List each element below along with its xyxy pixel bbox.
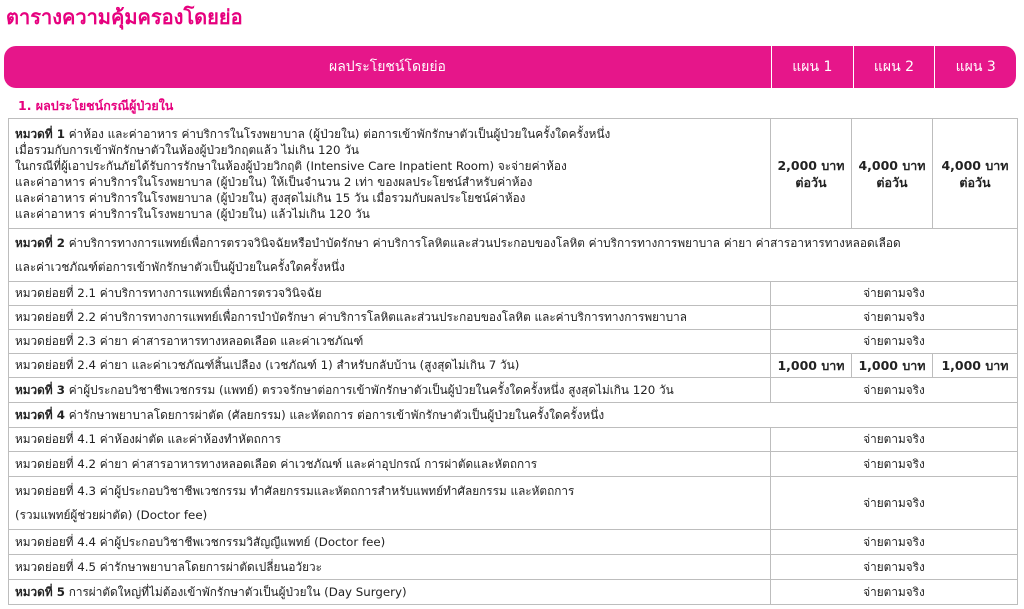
category-5-label: หมวดที่ 5 xyxy=(15,584,65,599)
sub-2-4-plan-2: 1,000 บาท xyxy=(852,354,933,378)
sub-4-2-benefit: จ่ายตามจริง xyxy=(771,452,1018,477)
header-plan-2: แผน 2 xyxy=(853,46,935,88)
category-1-label: หมวดที่ 1 xyxy=(15,126,65,141)
sub-2-1-benefit: จ่ายตามจริง xyxy=(771,282,1018,306)
table-row-sub-2-2 xyxy=(9,306,1018,330)
section-heading-inpatient: 1. ผลประโยชน์กรณีผู้ป่วยใน xyxy=(18,98,174,113)
table-row-sub-4-5 xyxy=(9,555,1018,580)
table-row-sub-2-3 xyxy=(9,330,1018,354)
sub-4-5-text: หมวดย่อยที่ 4.5 ค่ารักษาพยาบาลโดยการผ่าตัดเปลี่ยนอวัยวะ xyxy=(9,555,771,580)
sub-2-2-text: หมวดย่อยที่ 2.2 ค่าบริการทางการแพทย์เพื่อการบำบัดรักษา ค่าบริการโลหิตและส่วนประกอบของโลหิต และค่าบริการทางการพยาบาล xyxy=(9,306,771,330)
category-4-label: หมวดที่ 4 xyxy=(15,407,65,422)
category-4-text: ค่ารักษาพยาบาลโดยการผ่าตัด (ศัลยกรรม) และหัตถการ ต่อการเข้าพักรักษาตัวเป็นผู้ป่วยในครั้งใดครั้งหนึ่ง xyxy=(68,407,605,422)
table-row-category-3 xyxy=(9,378,1018,403)
category-1-plan-2: 4,000 บาท ต่อวัน xyxy=(852,119,933,229)
category-5-text: การผ่าตัดใหญ่ที่ไม่ต้องเข้าพักรักษาตัวเป็นผู้ป่วยใน (Day Surgery) xyxy=(68,584,407,599)
page-title: ตารางความคุ้มครองโดยย่อ xyxy=(6,5,243,29)
category-2-line-1: ค่าบริการทางการแพทย์เพื่อการตรวจวินิจฉัยหรือบำบัดรักษา ค่าบริการโลหิตและส่วนประกอบของโลหิต ค่าบริการทางการพยาบาล ค่ายา ค่าสารอาหารทางหลอดเลือด xyxy=(68,236,901,250)
sub-4-4-text: หมวดย่อยที่ 4.4 ค่าผู้ประกอบวิชาชีพเวชกรรมวิสัญญีแพทย์ (Doctor fee) xyxy=(9,530,771,555)
category-3-text: ค่าผู้ประกอบวิชาชีพเวชกรรม (แพทย์) ตรวจรักษาต่อการเข้าพักรักษาตัวเป็นผู้ป่วยในครั้งใดครั้งหนึ่ง สูงสุดไม่เกิน 120 วัน xyxy=(68,382,674,397)
sub-4-3-line-1: หมวดย่อยที่ 4.3 ค่าผู้ประกอบวิชาชีพเวชกรรม ทำศัลยกรรมและหัตถการสำหรับแพทย์ทำศัลยกรรม และหัตถการ xyxy=(15,484,575,498)
sub-4-5-benefit: จ่ายตามจริง xyxy=(771,555,1018,580)
table-row-category-1 xyxy=(9,119,1018,229)
category-1-line-2: เมื่อรวมกับการเข้าพักรักษาตัวในห้องผู้ป่วยวิกฤตแล้ว ไม่เกิน 120 วัน xyxy=(15,142,359,157)
sub-2-3-benefit: จ่ายตามจริง xyxy=(771,330,1018,354)
sub-2-4-plan-3: 1,000 บาท xyxy=(933,354,1018,378)
table-row-category-5 xyxy=(9,580,1018,605)
category-1-plan-3: 4,000 บาท ต่อวัน xyxy=(933,119,1018,229)
header-plan-1: แผน 1 xyxy=(771,46,853,88)
sub-4-1-benefit: จ่ายตามจริง xyxy=(771,428,1018,452)
sub-4-3-benefit: จ่ายตามจริง xyxy=(771,477,1018,530)
category-3-label: หมวดที่ 3 xyxy=(15,382,65,397)
table-row-category-2 xyxy=(9,229,1018,282)
category-1-line-1: ค่าห้อง และค่าอาหาร ค่าบริการในโรงพยาบาล (ผู้ป่วยใน) ต่อการเข้าพักรักษาตัวเป็นผู้ป่วยในครั้งใดครั้งหนึ่ง xyxy=(68,126,611,141)
category-1-line-4: และค่าอาหาร ค่าบริการในโรงพยาบาล (ผู้ป่วยใน) ให้เป็นจำนวน 2 เท่า ของผลประโยชน์สำหรับค่าห้อง xyxy=(15,174,533,189)
table-row-sub-4-4 xyxy=(9,530,1018,555)
sub-4-1-text: หมวดย่อยที่ 4.1 ค่าห้องผ่าตัด และค่าห้องทำหัตถการ xyxy=(9,428,771,452)
benefit-table xyxy=(8,118,1018,605)
sub-2-1-text: หมวดย่อยที่ 2.1 ค่าบริการทางการแพทย์เพื่อการตรวจวินิจฉัย xyxy=(9,282,771,306)
category-1-line-6: และค่าอาหาร ค่าบริการในโรงพยาบาล (ผู้ป่วยใน) แล้วไม่เกิน 120 วัน xyxy=(15,206,370,221)
table-row-sub-4-2 xyxy=(9,452,1018,477)
table-row-sub-4-1 xyxy=(9,428,1018,452)
sub-4-3-line-2: (รวมแพทย์ผู้ช่วยผ่าตัด) (Doctor fee) xyxy=(15,508,208,522)
sub-2-3-text: หมวดย่อยที่ 2.3 ค่ายา ค่าสารอาหารทางหลอดเลือด และค่าเวชภัณฑ์ xyxy=(9,330,771,354)
header-plan-3: แผน 3 xyxy=(934,46,1016,88)
category-2-line-2: และค่าเวชภัณฑ์ต่อการเข้าพักรักษาตัวเป็นผู้ป่วยในครั้งใดครั้งหนึ่ง xyxy=(15,260,345,274)
category-5-benefit: จ่ายตามจริง xyxy=(771,580,1018,605)
sub-2-4-text: หมวดย่อยที่ 2.4 ค่ายา และค่าเวชภัณฑ์สิ้นเปลือง (เวชภัณฑ์ 1) สำหรับกลับบ้าน (สูงสุดไม่เกิน 7 วัน) xyxy=(9,354,771,378)
sub-2-4-plan-1: 1,000 บาท xyxy=(771,354,852,378)
table-row-sub-4-3 xyxy=(9,477,1018,530)
table-header-bar xyxy=(4,46,1016,88)
sub-2-2-benefit: จ่ายตามจริง xyxy=(771,306,1018,330)
sub-4-2-text: หมวดย่อยที่ 4.2 ค่ายา ค่าสารอาหารทางหลอดเลือด ค่าเวชภัณฑ์ และค่าอุปกรณ์ การผ่าตัดและหัตถการ xyxy=(9,452,771,477)
header-benefit-summary: ผลประโยชน์โดยย่อ xyxy=(329,59,446,75)
category-1-line-3: ในกรณีที่ผู้เอาประกันภัยได้รับการรักษาในห้องผู้ป่วยวิกฤติ (Intensive Care Inpatient Room) จะจ่ายค่าห้อง xyxy=(15,158,567,173)
table-row-category-4 xyxy=(9,403,1018,428)
category-2-label: หมวดที่ 2 xyxy=(15,236,65,250)
sub-4-4-benefit: จ่ายตามจริง xyxy=(771,530,1018,555)
category-1-line-5: และค่าอาหาร ค่าบริการในโรงพยาบาล (ผู้ป่วยใน) สูงสุดไม่เกิน 15 วัน เมื่อรวมกับผลประโยชน์ค่าห้อง xyxy=(15,190,526,205)
category-1-plan-1: 2,000 บาท ต่อวัน xyxy=(771,119,852,229)
table-row-sub-2-4 xyxy=(9,354,1018,378)
category-3-benefit: จ่ายตามจริง xyxy=(771,378,1018,403)
table-row-sub-2-1 xyxy=(9,282,1018,306)
